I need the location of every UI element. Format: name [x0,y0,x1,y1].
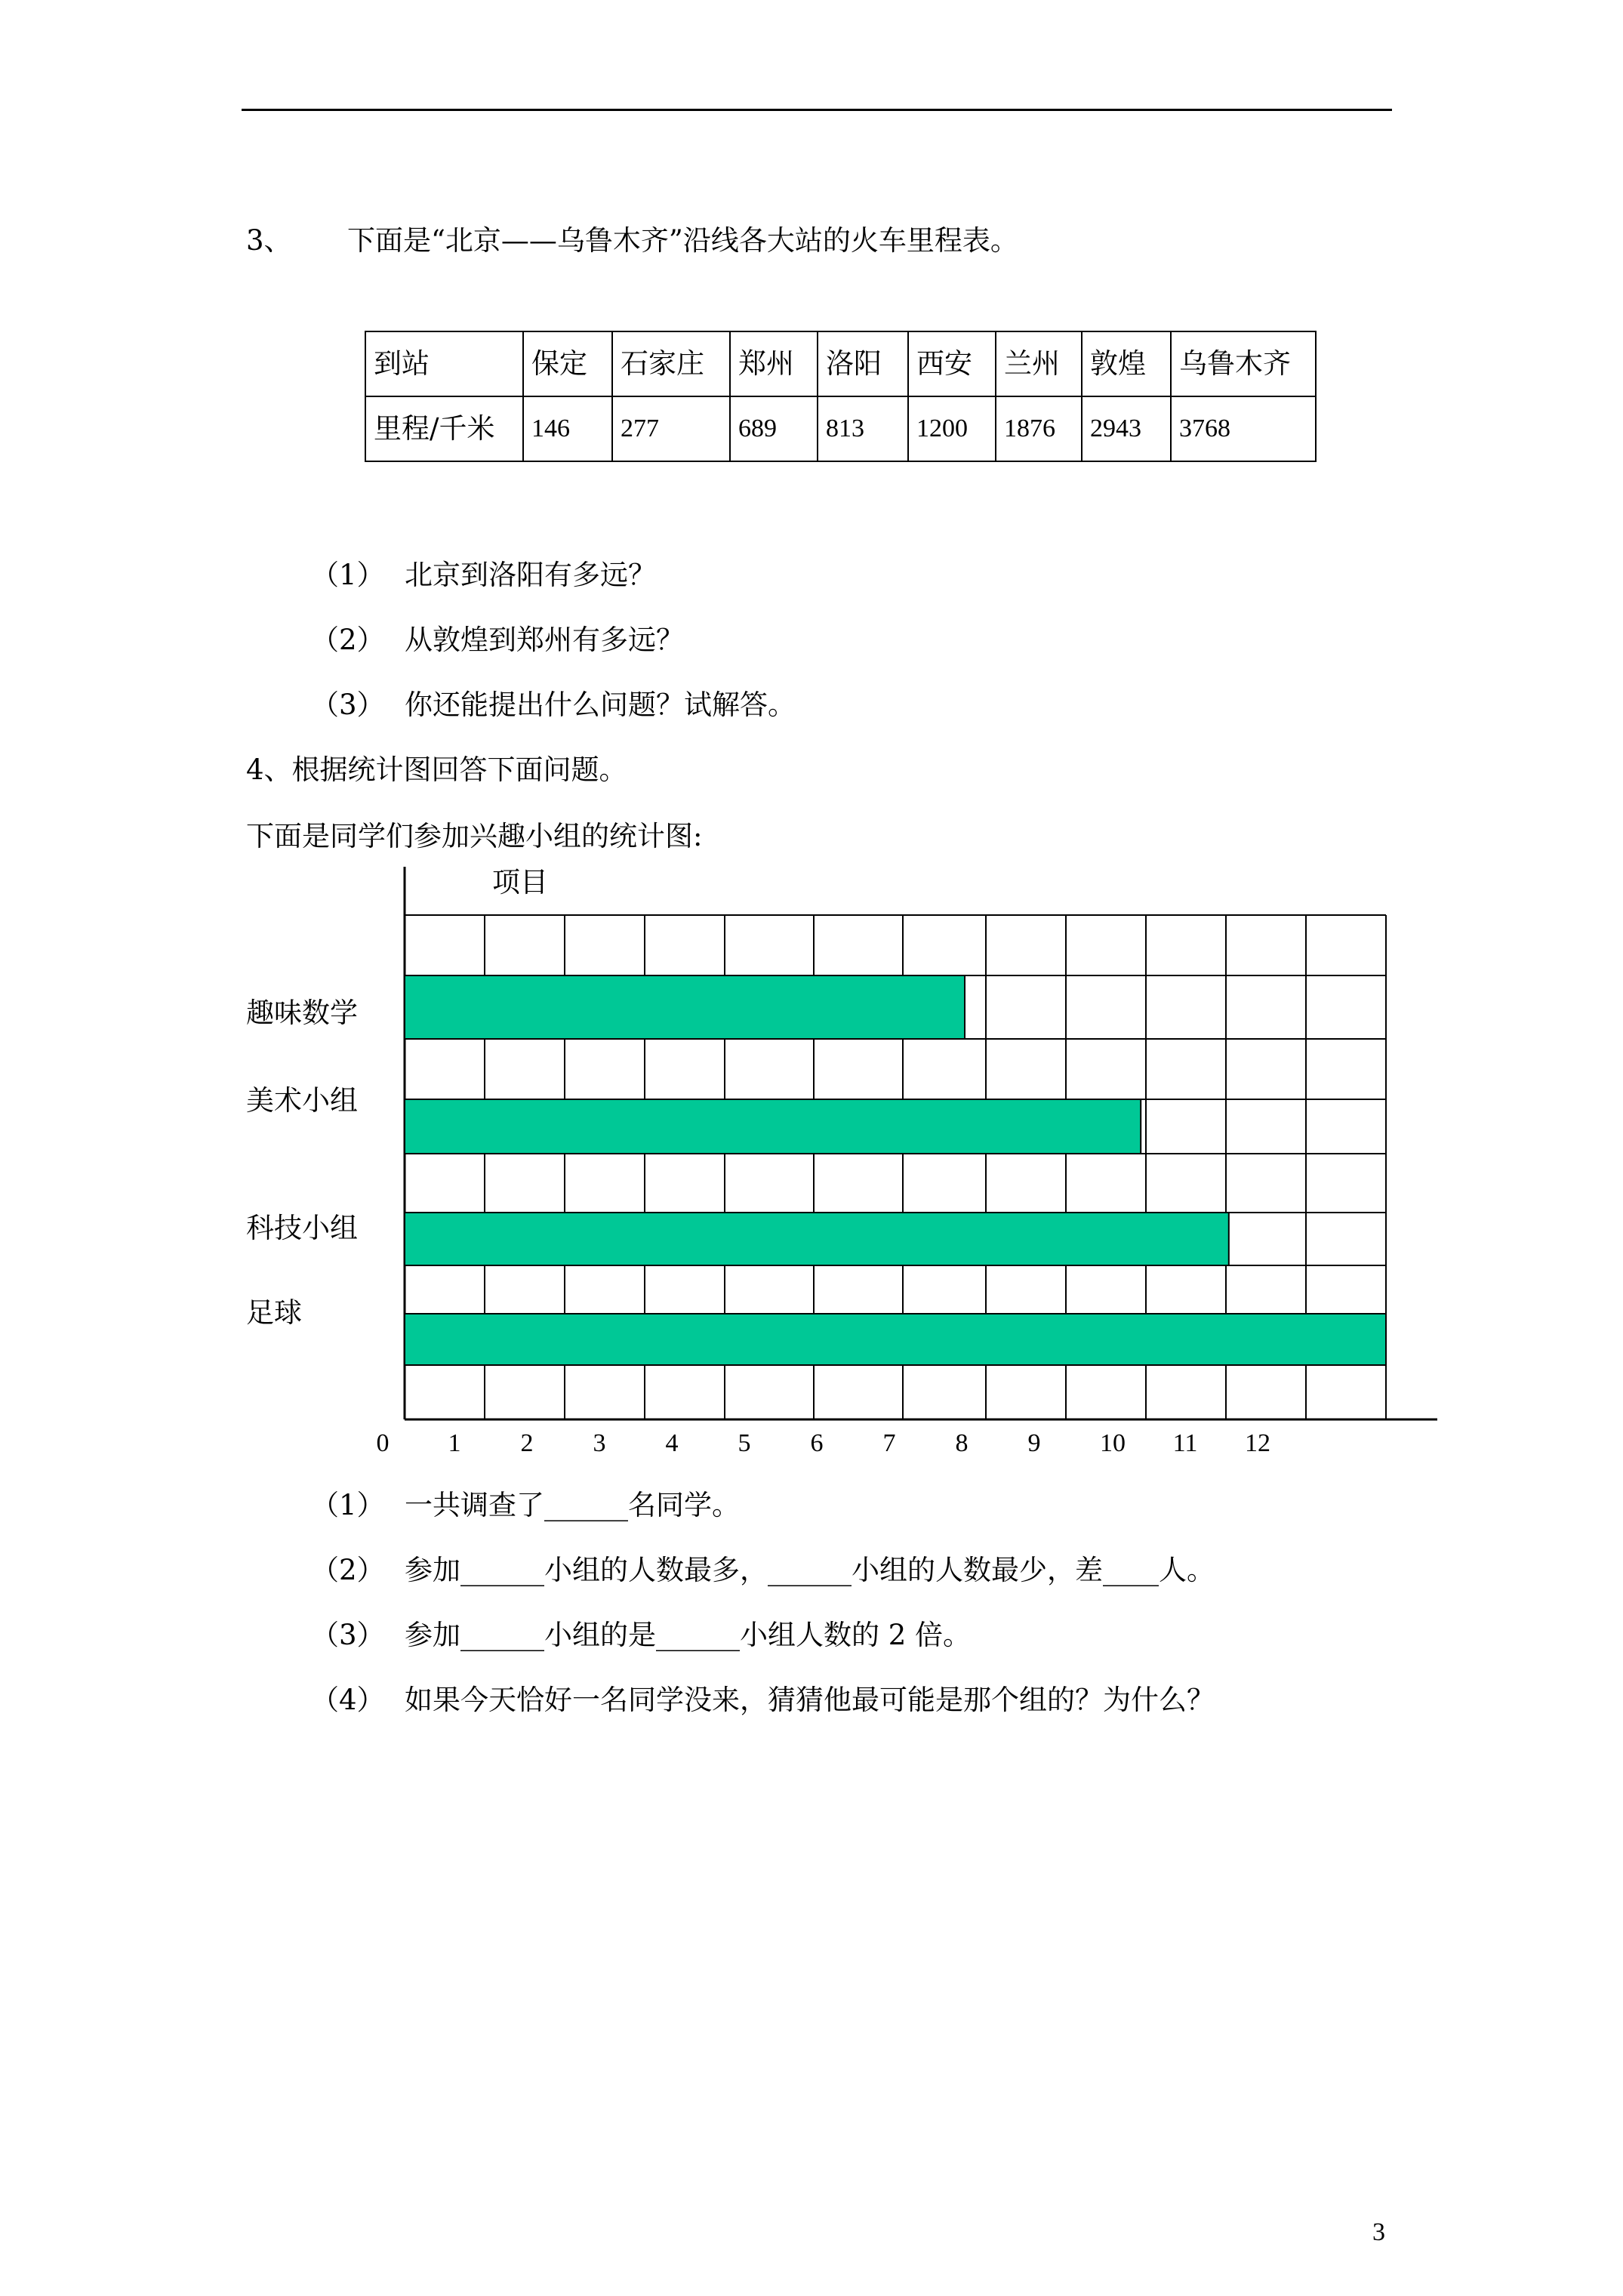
q4-item-4-text: 如果今天恰好一名同学没来，猜猜他最可能是那个组的？为什么？ [405,1684,1215,1716]
table-cell: 277 [612,396,730,461]
table-cell: 乌鲁木齐 [1171,331,1316,396]
x-tick-label: 1 [448,1429,461,1457]
x-tick-label: 0 [376,1429,390,1457]
category-label: 科技小组 [246,1212,358,1244]
table-cell: 兰州 [996,331,1082,396]
y-axis-title: 项目 [492,866,548,898]
x-tick-label: 2 [520,1429,534,1457]
q4-intro: 下面是同学们参加兴趣小组的统计图: [246,820,703,852]
q3-item-1-text: 北京到洛阳有多远？ [405,559,656,591]
x-tick-label: 10 [1100,1429,1126,1457]
q4-item-1-num: （1） [311,1489,385,1521]
table-cell: 1200 [908,396,996,461]
q3-item-2-text: 从敦煌到郑州有多远？ [405,624,684,656]
bar-4 [405,1314,1386,1365]
bar-1 [405,975,965,1039]
table-cell: 3768 [1171,396,1316,461]
q3-item-2-num: （2） [311,624,385,656]
x-tick-label: 3 [593,1429,606,1457]
category-label: 趣味数学 [246,997,358,1029]
table-cell: 洛阳 [818,331,908,396]
table-cell: 689 [730,396,818,461]
q4-item-3-num: （3） [311,1619,385,1651]
table-cell: 郑州 [730,331,818,396]
x-tick-label: 11 [1172,1429,1198,1457]
category-label: 足球 [246,1296,302,1329]
table-cell: 813 [818,396,908,461]
table-cell: 石家庄 [612,331,730,396]
table-cell: 西安 [908,331,996,396]
x-tick-label: 8 [955,1429,969,1457]
table-cell: 保定 [523,331,612,396]
q4-item-1-text: 一共调查了______名同学。 [405,1489,740,1521]
q4-item-2-text: 参加______小组的人数最多，______小组的人数最少，差____人。 [405,1554,1215,1586]
table-cell: 到站 [365,331,523,396]
x-tick-label: 9 [1027,1429,1041,1457]
table-cell: 里程/千米 [365,396,523,461]
q3-item-3-text: 你还能提出什么问题？试解答。 [405,689,796,721]
category-label: 美术小组 [246,1084,358,1117]
q4-title: 4、根据统计图回答下面问题。 [246,754,627,786]
x-tick-label: 7 [882,1429,896,1457]
x-tick-label: 4 [665,1429,679,1457]
x-tick-label: 12 [1245,1429,1270,1457]
table-cell: 2943 [1082,396,1171,461]
q3-item-3-num: （3） [311,689,385,721]
table-cell: 1876 [996,396,1082,461]
q3-number: 3、 [246,224,292,257]
q4-item-3-text: 参加______小组的是______小组人数的 2 倍。 [405,1619,972,1651]
q3-item-1-num: （1） [311,559,385,591]
q4-item-4-num: （4） [311,1684,385,1716]
bar-3 [405,1213,1229,1265]
x-tick-label: 5 [738,1429,751,1457]
table-cell: 146 [523,396,612,461]
q3-text: 下面是“北京——乌鲁木齐”沿线各大站的火车里程表。 [347,224,1018,257]
x-tick-label: 6 [810,1429,824,1457]
q4-item-2-num: （2） [311,1554,385,1586]
table-cell: 敦煌 [1082,331,1171,396]
bar-2 [405,1099,1141,1154]
page-number: 3 [1372,2218,1385,2246]
